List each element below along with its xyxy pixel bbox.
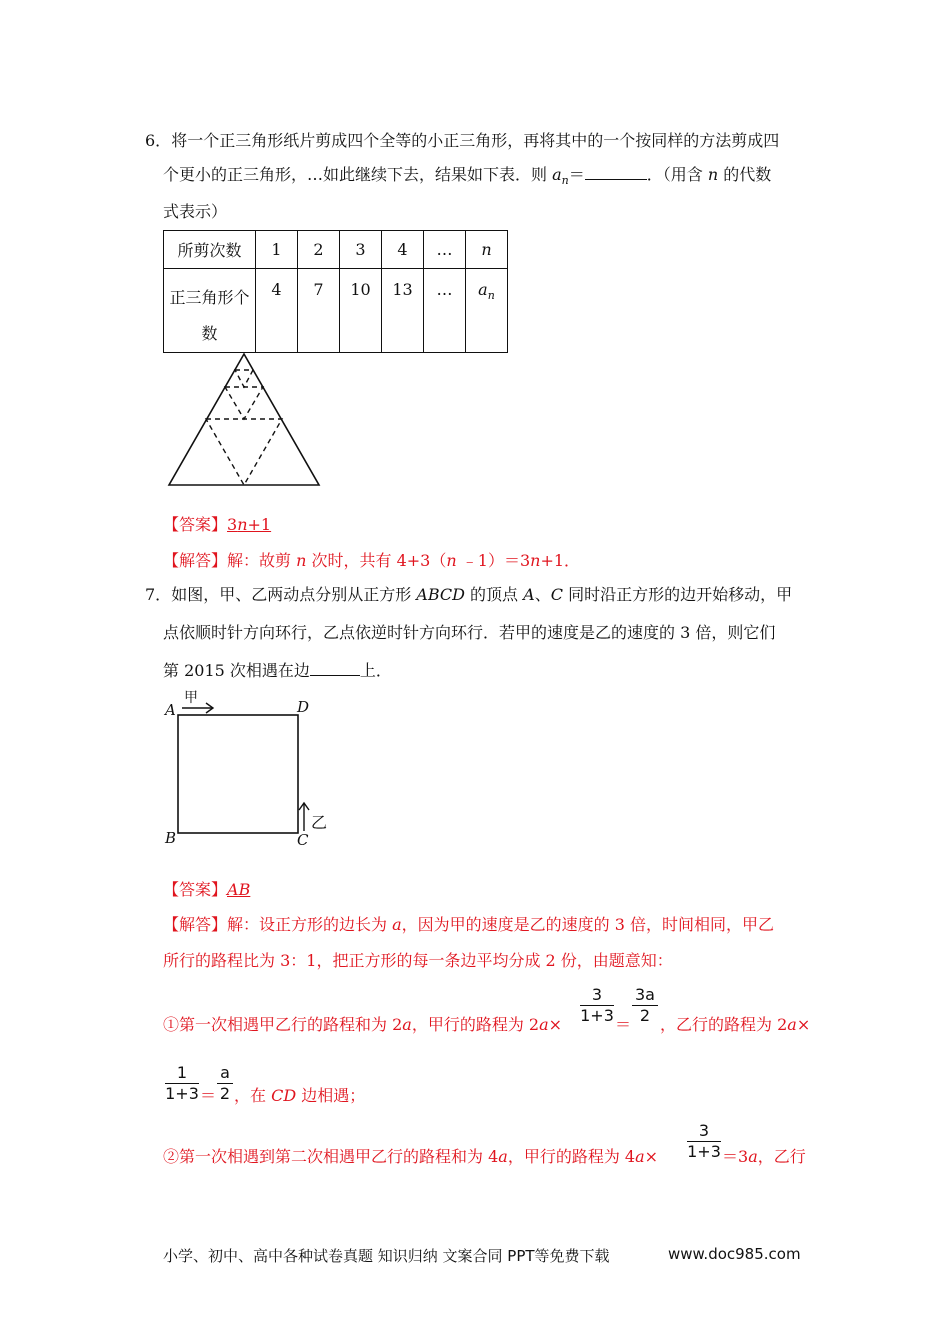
q7-line2: 点依顺时针方向环行，乙点依逆时针方向环行．若甲的速度是乙的速度的 3 倍，则它们 [163,623,776,642]
square-abcd-figure [160,683,340,853]
footer-text: 小学、初中、高中各种试卷真题 知识归纳 文案合同 PPT等免费下载 [163,1247,610,1265]
q6-text-2c: ．（用含 [646,165,708,184]
q6-answer-blank [585,165,647,180]
fraction-numerator: 3 [698,1121,710,1140]
q7-solution-line1 [163,915,774,935]
solution-text: +1． [540,551,581,570]
table-cell: … [424,231,466,269]
table-cell: 13 [382,269,424,353]
q7-step1-line [163,1015,562,1035]
step-text: ，在 [234,1086,272,1105]
q7-answer-value: AB [227,880,251,899]
fraction-denominator: 2 [639,1006,651,1025]
table-cell: 3 [340,231,382,269]
footer-url[interactable]: www.doc985.com [668,1245,801,1263]
step-var: a [402,1015,412,1034]
fraction-numerator: 3 [591,985,603,1004]
step-var: a [635,1147,645,1166]
q6-line3: 式表示） [163,202,228,221]
q7-var-c: C [550,585,563,604]
q6-sequence-table [163,230,508,353]
q6-answer [163,515,271,535]
step-text: ＝3 [722,1147,749,1166]
fraction-denominator: 1+3 [165,1084,199,1103]
table-cell: 4 [256,269,298,353]
answer-part: 3 [227,515,238,534]
vertex-c-label: C [297,831,309,849]
q7-step1-meet [234,1086,365,1106]
table-cell [164,269,256,353]
fraction-a-over-2 [217,1063,233,1104]
table-cell: 4 [382,231,424,269]
step-text: ，甲行的路程为 2 [411,1015,540,1034]
table-cell: 7 [298,269,340,353]
step-text: 第一次相遇甲乙行的路程和为 2 [179,1015,403,1034]
table-head-part-2: 数 [201,324,218,343]
times-sign: × [548,1015,563,1034]
step-text: ，乙行的路程为 2 [660,1015,788,1034]
q7-line1 [145,585,792,605]
solution-text: 次时，共有 4+3（ [306,551,447,570]
q6-solution [163,551,580,571]
table-cell: 10 [340,269,382,353]
q6-answer-value [227,515,271,534]
fraction-numerator: a [220,1063,230,1082]
table-cell: 1 [256,231,298,269]
table-row [164,269,508,353]
q7-step1-tail [660,1015,810,1035]
vertex-a-label: A [165,701,176,719]
solution-var: n [446,551,457,570]
dashed-subdivisions [206,370,282,485]
step-var: a [498,1147,508,1166]
q6-line1 [145,131,779,151]
solution-tag: 【解答】 [163,915,228,934]
solution-var: n [296,551,307,570]
q7-text: 的顶点 [464,585,524,604]
q7-number: 7． [145,585,172,604]
solution-var: a [392,915,402,934]
step1-marker: ① [163,1015,180,1034]
vertex-d-label: D [297,698,310,716]
fraction-3a-over-2 [632,985,658,1026]
step-text: 第一次相遇到第二次相遇甲乙行的路程和为 4 [179,1147,499,1166]
q7-text: 、 [534,585,551,604]
times-sign: × [644,1147,659,1166]
fraction-3-over-1plus3 [580,985,614,1026]
step-text: 边相遇； [296,1086,366,1105]
q7-line3 [163,661,392,681]
q7-var-a: A [523,585,535,604]
q7-text: 同时沿正方形的边开始移动，甲 [562,585,793,604]
step-var: CD [271,1086,297,1105]
q7-answer [163,880,250,900]
fraction-3-over-1plus3 [687,1121,721,1162]
table-cell: 2 [298,231,340,269]
answer-tag: 【答案】 [163,880,228,899]
fraction-denominator: 2 [219,1084,231,1103]
q7-text: 如图，甲、乙两动点分别从正方形 [171,585,417,604]
solution-text: 解：故剪 [227,551,297,570]
fraction-denominator: 1+3 [687,1142,721,1161]
q6-text-1: 将一个正三角形纸片剪成四个全等的小正三角形，再将其中的一个按同样的方法剪成四 [171,131,780,150]
solution-text: ，因为甲的速度是乙的速度的 3 倍，时间相同，甲乙 [401,915,775,934]
q7-solution-line2: 所行的路程比为 3：1，把正方形的每一条边平均分成 2 份，由题意知： [163,951,673,970]
step2-marker: ② [163,1147,180,1166]
yi-arrow-icon [299,803,309,831]
solution-text: ﹣1）＝3 [456,551,531,570]
times-sign: × [796,1015,811,1034]
solution-tag: 【解答】 [163,551,228,570]
fraction-1-over-1plus3 [165,1063,199,1104]
q7-text: 上． [359,661,392,680]
vertex-b-label: B [165,829,177,847]
jia-label: 甲 [184,690,198,706]
table-cell: n [466,231,508,269]
fraction-denominator: 1+3 [580,1006,614,1025]
q7-step2-line [163,1147,658,1167]
step-text: ，甲行的路程为 4 [507,1147,636,1166]
table-cell: 所剪次数 [164,231,256,269]
table-var-a: a [478,280,488,299]
equals-sign: ＝ [200,1086,217,1105]
nested-triangles-figure [160,350,330,490]
fraction-numerator: 1 [176,1063,188,1082]
q7-var-abcd: ABCD [416,585,465,604]
step-text: ，乙行 [757,1147,806,1166]
answer-var: n [237,515,248,534]
table-head-part-1: 正三角形个 [169,288,250,307]
q6-var-a: a [552,165,562,184]
solution-var: n [530,551,541,570]
equals-sign: ＝ [615,1015,632,1034]
answer-part: +1 [247,515,272,534]
q6-equals: ＝ [568,165,585,184]
q6-var-sub: n [561,174,569,188]
table-cell: … [424,269,466,353]
q6-text-2d: 的代数 [718,165,772,184]
answer-tag: 【答案】 [163,515,228,534]
step-var: a [787,1015,797,1034]
q7-step2-tail [722,1147,806,1167]
q6-text-2a: 个更小的正三角形，…如此继续下去，结果如下表．则 [163,165,553,184]
step-var: a [539,1015,549,1034]
q7-text: 第 2015 次相遇在边 [163,661,310,680]
q6-var-n: n [707,165,719,184]
step-var: a [748,1147,758,1166]
square [178,715,298,833]
yi-label: 乙 [311,813,328,832]
q6-number: 6． [145,131,172,150]
table-var-sub: n [487,289,495,303]
solution-text: 解：设正方形的边长为 [227,915,393,934]
table-row [164,231,508,269]
q6-line2 [163,165,771,191]
table-cell [466,269,508,353]
q7-answer-blank [310,661,360,676]
fraction-numerator: 3a [635,985,655,1004]
